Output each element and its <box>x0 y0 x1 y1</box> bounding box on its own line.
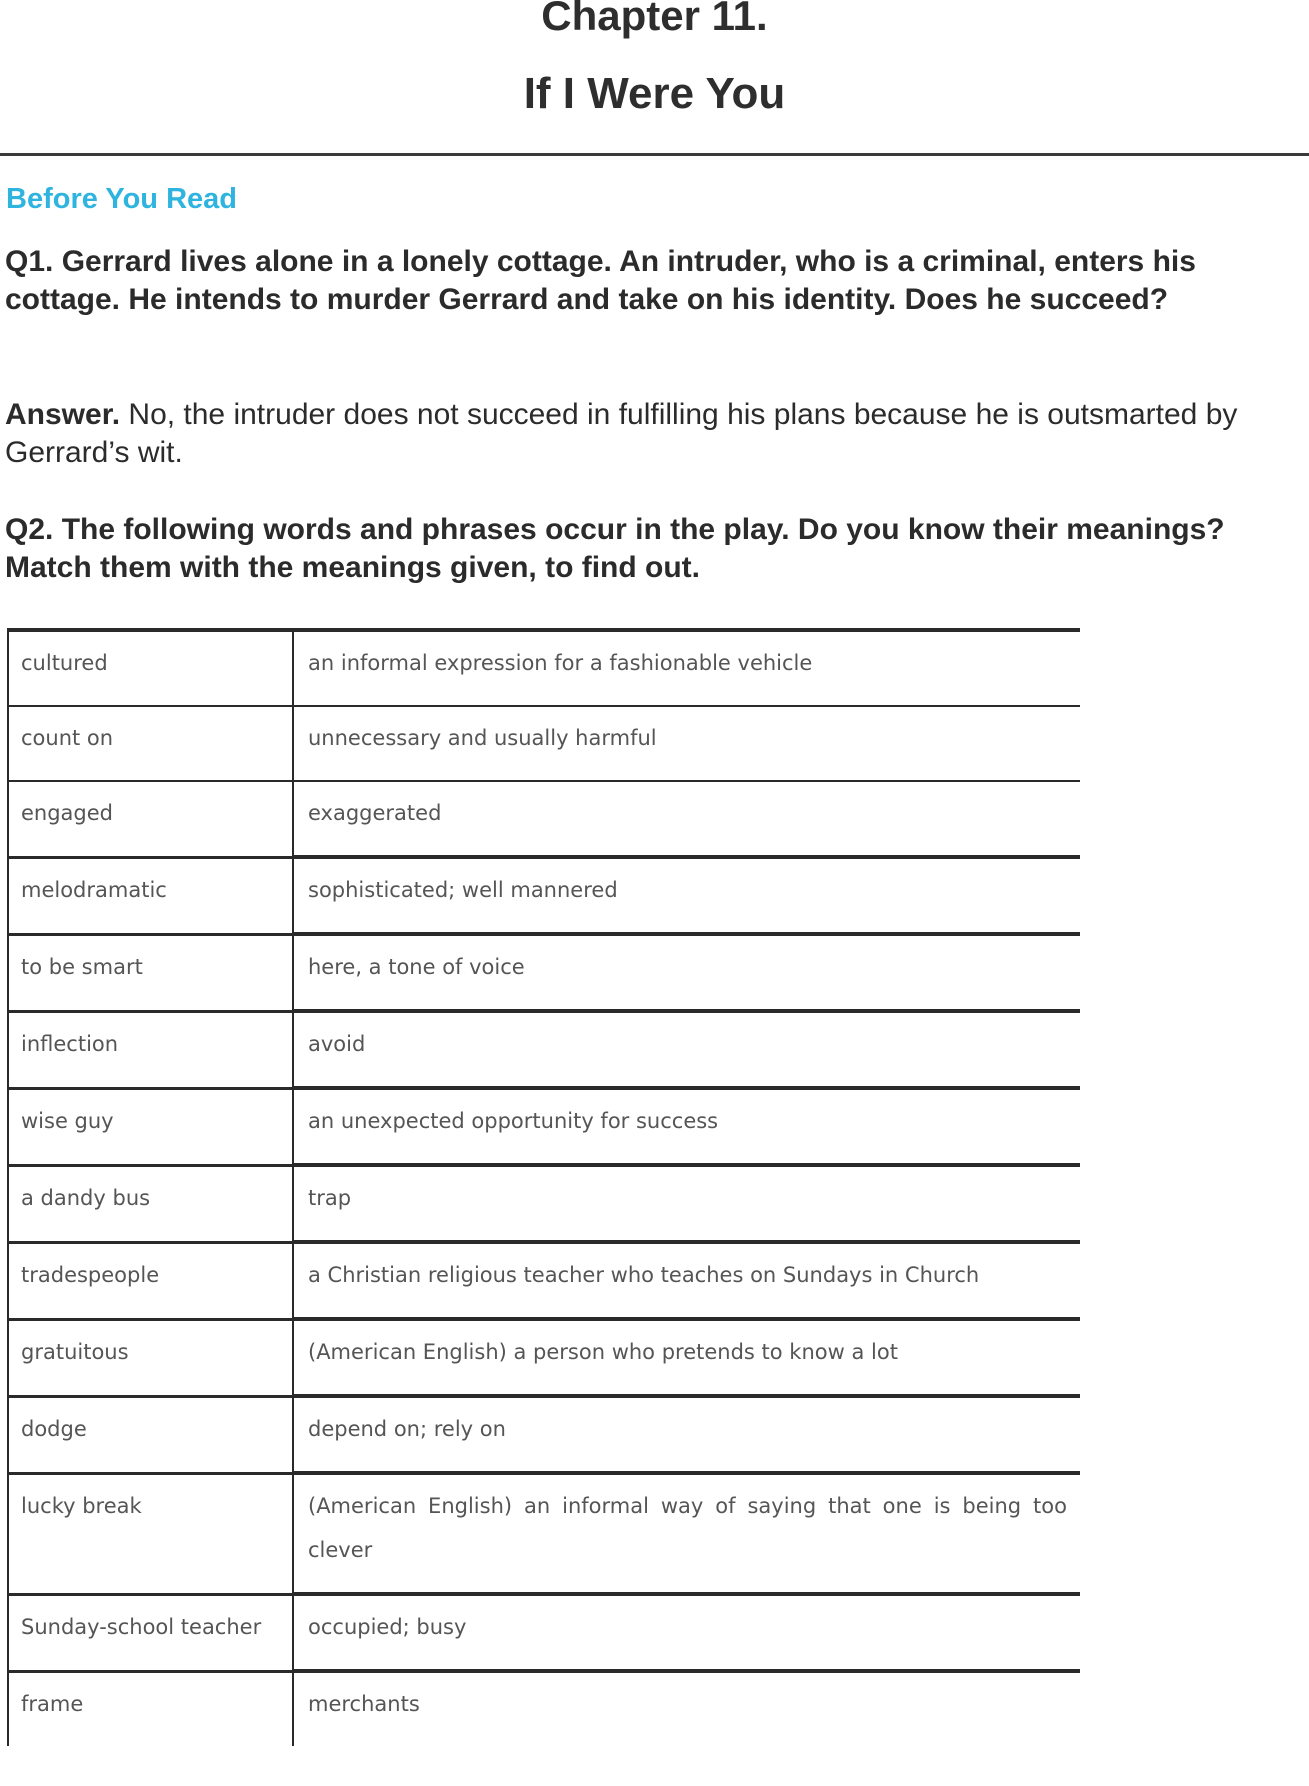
title-divider <box>0 153 1309 156</box>
table-row <box>8 1088 1080 1165</box>
word-cell: engaged <box>8 781 293 857</box>
table-row <box>8 1319 1080 1396</box>
word-cell: tradespeople <box>8 1242 293 1319</box>
table-row <box>8 1473 1080 1594</box>
chapter-number: Chapter 11. <box>541 0 768 39</box>
question-1: Q1. Gerrard lives alone in a lonely cottage. An intruder, who is a criminal, enters his cottage. He intends to murder Gerrard and take on his identity. Does he succeed? <box>5 245 1196 316</box>
section-heading-before-you-read: Before You Read <box>6 183 237 215</box>
meaning-cell: merchants <box>293 1671 1080 1746</box>
table-row <box>8 1011 1080 1088</box>
word-cell: count on <box>8 706 293 781</box>
meaning-cell: (American English) an informal way of saying that one is being too clever <box>293 1473 1080 1594</box>
table-row <box>8 706 1080 781</box>
chapter-title: If I Were You <box>523 69 786 118</box>
word-cell: melodramatic <box>8 857 293 934</box>
meaning-cell: depend on; rely on <box>293 1396 1080 1473</box>
table-row <box>8 1594 1080 1671</box>
table-row <box>8 1671 1080 1746</box>
question-2: Q2. The following words and phrases occur in the play. Do you know their meanings? Match them with the meanings given, to find out. <box>5 513 1225 584</box>
vocabulary-match-table <box>7 628 1080 1746</box>
meaning-cell: an unexpected opportunity for success <box>293 1088 1080 1165</box>
word-cell: lucky break <box>8 1473 293 1594</box>
meaning-cell: here, a tone of voice <box>293 934 1080 1011</box>
table-row <box>8 1242 1080 1319</box>
answer-1 <box>5 396 1295 472</box>
meaning-cell: (American English) a person who pretends to know a lot <box>293 1319 1080 1396</box>
answer-label: Answer. <box>5 398 121 431</box>
meaning-cell: exaggerated <box>293 781 1080 857</box>
word-cell: wise guy <box>8 1088 293 1165</box>
word-cell: gratuitous <box>8 1319 293 1396</box>
word-cell: to be smart <box>8 934 293 1011</box>
meaning-cell: occupied; busy <box>293 1594 1080 1671</box>
table-row <box>8 934 1080 1011</box>
table-row <box>8 781 1080 857</box>
table-row <box>8 1396 1080 1473</box>
table-row <box>8 630 1080 706</box>
table-row <box>8 1165 1080 1242</box>
meaning-cell: an informal expression for a fashionable vehicle <box>293 630 1080 706</box>
answer-text: No, the intruder does not succeed in fulfilling his plans because he is outsmarted by Gerrard’s wit. <box>5 398 1238 469</box>
table-row <box>8 857 1080 934</box>
word-cell: inflection <box>8 1011 293 1088</box>
word-cell: frame <box>8 1671 293 1746</box>
word-cell: cultured <box>8 630 293 706</box>
meaning-cell: a Christian religious teacher who teaches on Sundays in Church <box>293 1242 1080 1319</box>
word-cell: dodge <box>8 1396 293 1473</box>
meaning-cell: sophisticated; well mannered <box>293 857 1080 934</box>
meaning-cell: unnecessary and usually harmful <box>293 706 1080 781</box>
meaning-cell: avoid <box>293 1011 1080 1088</box>
word-cell: a dandy bus <box>8 1165 293 1242</box>
word-cell: Sunday-school teacher <box>8 1594 293 1671</box>
meaning-cell: trap <box>293 1165 1080 1242</box>
